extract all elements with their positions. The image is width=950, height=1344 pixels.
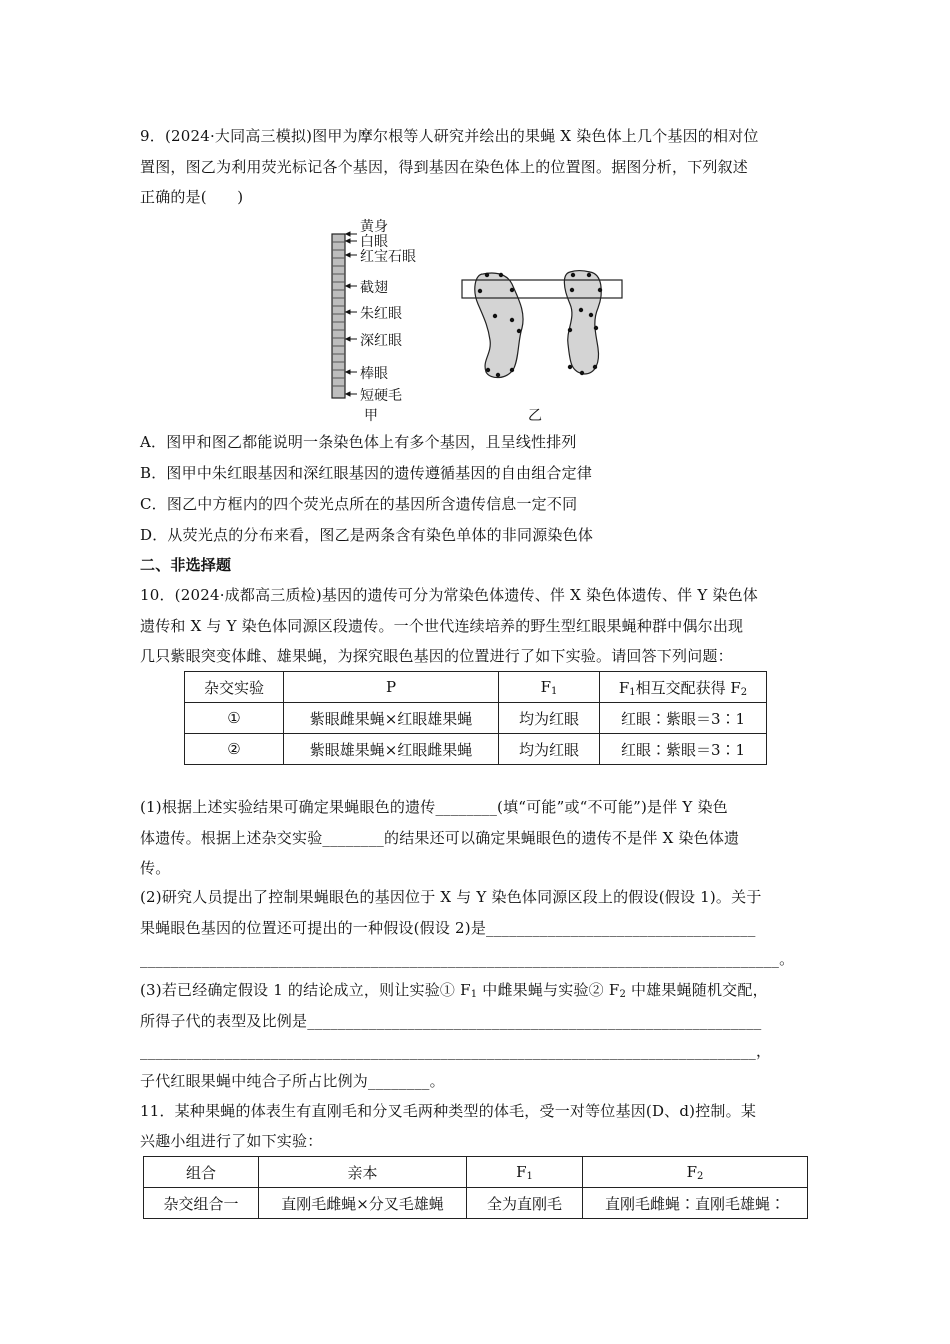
figure-label-jia: 甲 <box>364 408 378 424</box>
q10-sub3-line-3: ________________________________________________________________________________， <box>140 1042 772 1060</box>
gene-label-ruby-eye: 红宝石眼 <box>360 249 416 265</box>
gene-label-bar-eye: 棒眼 <box>360 366 388 382</box>
q10-sub1-line-1: (1)根据上述实验结果可确定果蝇眼色的遗传________(填“可能”或“不可能”)是伴 Y 染色 <box>140 798 728 816</box>
gene-label-short-bristle: 短硬毛 <box>360 388 402 404</box>
gene-label-carmine-eye: 深红眼 <box>360 333 402 349</box>
q10-sub2-line-1: (2)研究人员提出了控制果蝇眼色的基因位于 X 与 Y 染色体同源区段上的假设(假设 1)。关于 <box>140 888 762 906</box>
header-f2: $F_1$相互交配获得 $F_2$ <box>600 672 767 703</box>
q9-line-1: 9．(2024·大同高三模拟)图甲为摩尔根等人研究并绘出的果蝇 X 染色体上几个基因的相对位 <box>140 127 759 145</box>
q9-line-2: 置图，图乙为利用荧光标记各个基因，得到基因在染色体上的位置图。据图分析，下列叙述 <box>140 158 749 176</box>
q11-table <box>143 1156 808 1219</box>
q10-sub3-line-2: 所得子代的表型及比例是___________________________________________________________ <box>140 1012 762 1030</box>
cell-f2: 红眼∶紫眼＝3∶1 <box>600 703 767 734</box>
q11-line-1: 11．某种果蝇的体表生有直刚毛和分叉毛两种类型的体毛，受一对等位基因(D、d)控制。某 <box>140 1102 757 1120</box>
gene-label-cut-wing: 截翅 <box>360 280 388 296</box>
header-f1: $F_1$ <box>467 1157 583 1188</box>
cell-f2: 红眼∶紫眼＝3∶1 <box>600 734 767 765</box>
q10-sub2-line-2: 果蝇眼色基因的位置还可提出的一种假设(假设 2)是___________________________________ <box>140 919 756 937</box>
cell-f1: 全为直刚毛 <box>467 1188 583 1219</box>
q10-sub3-line-4: 子代红眼果蝇中纯合子所占比例为________。 <box>140 1072 445 1090</box>
q10-line-2: 遗传和 X 与 Y 染色体同源区段遗传。一个世代连续培养的野生型红眼果蝇种群中偶尔出现 <box>140 617 744 635</box>
q10-sub1-line-3: 传。 <box>140 859 171 877</box>
section-title: 二、非选择题 <box>140 556 232 574</box>
q10-line-1: 10．(2024·成都高三质检)基因的遗传可分为常染色体遗传、伴 X 染色体遗传、伴 Y 染色体 <box>140 586 758 604</box>
header-combo: 组合 <box>144 1157 259 1188</box>
q11-table-header <box>144 1157 808 1188</box>
cell-p: 紫眼雄果蝇×红眼雌果蝇 <box>284 734 499 765</box>
cell-combo: 杂交组合一 <box>144 1188 259 1219</box>
header-parents: 亲本 <box>259 1157 467 1188</box>
q10-sub3-line-1: (3)若已经确定假设 1 的结论成立，则让实验① $F_1$ 中雌果蝇与实验② $F_2$ 中雄果蝇随机交配， <box>140 981 768 1000</box>
figure-label-yi: 乙 <box>528 408 542 424</box>
q9-option-b: B．图甲中朱红眼基因和深红眼基因的遗传遵循基因的自由组合定律 <box>140 464 593 482</box>
cell-f1: 均为红眼 <box>499 734 600 765</box>
table-row <box>185 734 767 765</box>
cell-p: 紫眼雌果蝇×红眼雄果蝇 <box>284 703 499 734</box>
q9-option-c: C．图乙中方框内的四个荧光点所在的基因所含遗传信息一定不同 <box>140 495 578 513</box>
chromosome-figure <box>300 212 640 431</box>
header-cross: 杂交实验 <box>185 672 284 703</box>
cell-parents: 直刚毛雌蝇×分叉毛雄蝇 <box>259 1188 467 1219</box>
table-row <box>185 703 767 734</box>
q9-option-d: D．从荧光点的分布来看，图乙是两条含有染色单体的非同源染色体 <box>140 526 594 544</box>
q9-line-3: 正确的是( ) <box>140 188 244 206</box>
q10-table-header <box>185 672 767 703</box>
q9-option-a: A．图甲和图乙都能说明一条染色体上有多个基因，且呈线性排列 <box>140 433 577 451</box>
cell-f2: 直刚毛雌蝇∶直刚毛雄蝇∶ <box>583 1188 808 1219</box>
gene-label-vermilion-eye: 朱红眼 <box>360 306 402 322</box>
x-chromosome-bar <box>332 234 345 398</box>
cell-cross: ① <box>185 703 284 734</box>
q10-line-3: 几只紫眼突变体雌、雄果蝇，为探究眼色基因的位置进行了如下实验。请回答下列问题： <box>140 647 733 665</box>
chromosome-right <box>564 271 601 375</box>
table-row <box>144 1188 808 1219</box>
chromosome-left <box>475 273 523 378</box>
cell-cross: ② <box>185 734 284 765</box>
q10-table <box>184 671 767 765</box>
chromosome-diagram <box>300 212 640 427</box>
header-f1: $F_1$ <box>499 672 600 703</box>
q10-sub1-line-2: 体遗传。根据上述杂交实验________的结果还可以确定果蝇眼色的遗传不是伴 X 染色体遗 <box>140 829 740 847</box>
cell-f1: 均为红眼 <box>499 703 600 734</box>
header-f2: $F_2$ <box>583 1157 808 1188</box>
gene-label-white-eye: 白眼 <box>360 234 388 250</box>
header-p: P <box>284 672 499 703</box>
q11-line-2: 兴趣小组进行了如下实验： <box>140 1132 323 1150</box>
q10-sub2-line-3: ___________________________________________________________________________________。 <box>140 950 795 968</box>
gene-label-yellow-body: 黄身 <box>360 219 388 235</box>
